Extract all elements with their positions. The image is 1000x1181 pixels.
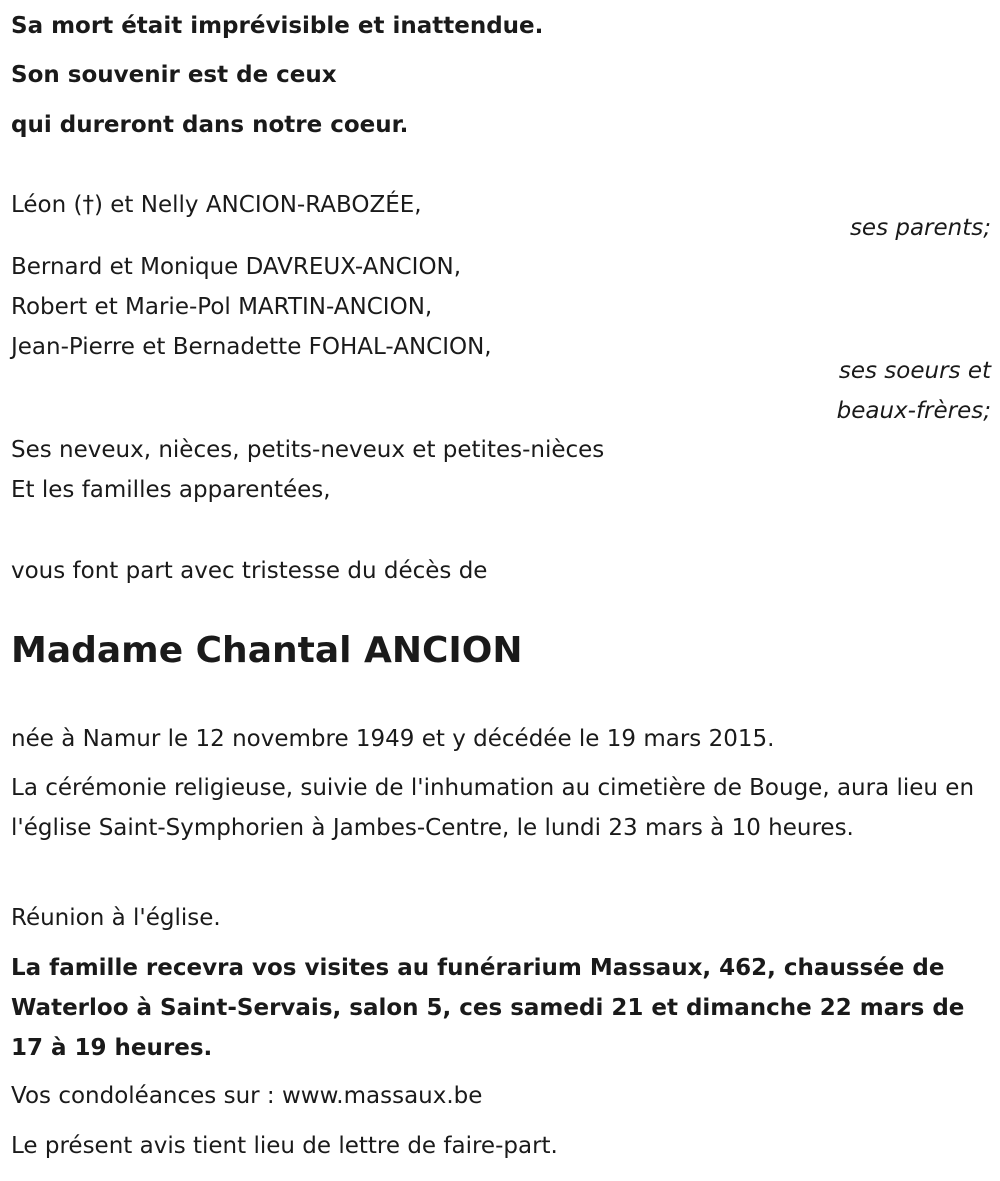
others-line-2: Et les familles apparentées, [11, 477, 331, 503]
sibling-line-3: Jean-Pierre et Bernadette FOHAL-ANCION, [11, 334, 492, 360]
siblings-role-line-2: beaux-frères; [836, 398, 991, 424]
sibling-line-1: Bernard et Monique DAVREUX-ANCION, [11, 254, 462, 280]
visits-paragraph: La famille recevra vos visites au funérarium Massaux, 462, chaussée de Waterloo à Saint-Servais, salon 5, ces samedi 21 et dimanche 22 mars de 17 à 19 heures. [11, 955, 965, 1061]
condolences-line: Vos condoléances sur : www.massaux.be [11, 1083, 483, 1109]
meeting-line: Réunion à l'église. [11, 905, 221, 931]
others-line-1: Ses neveux, nièces, petits-neveux et petites-nièces [11, 437, 605, 463]
ceremony-paragraph: La cérémonie religieuse, suivie de l'inhumation au cimetière de Bouge, aura lieu en l'église Saint-Symphorien à Jambes-Centre, le lundi 23 mars à 10 heures. [11, 775, 975, 841]
intro-line-1: Sa mort était imprévisible et inattendue. [11, 13, 544, 39]
announcement: vous font part avec tristesse du décès de [11, 558, 488, 584]
sibling-line-2: Robert et Marie-Pol MARTIN-ANCION, [11, 294, 433, 320]
parents-names: Léon (†) et Nelly ANCION-RABOZÉE, [11, 192, 422, 218]
intro-line-2: Son souvenir est de ceux [11, 62, 337, 88]
siblings-role-line-1: ses soeurs et [838, 358, 991, 384]
notice-line: Le présent avis tient lieu de lettre de faire-part. [11, 1133, 558, 1159]
deceased-name: Madame Chantal ANCION [11, 630, 523, 671]
birth-death-line: née à Namur le 12 novembre 1949 et y décédée le 19 mars 2015. [11, 726, 775, 752]
intro-line-3: qui dureront dans notre coeur. [11, 112, 409, 138]
parents-role: ses parents; [849, 215, 991, 241]
